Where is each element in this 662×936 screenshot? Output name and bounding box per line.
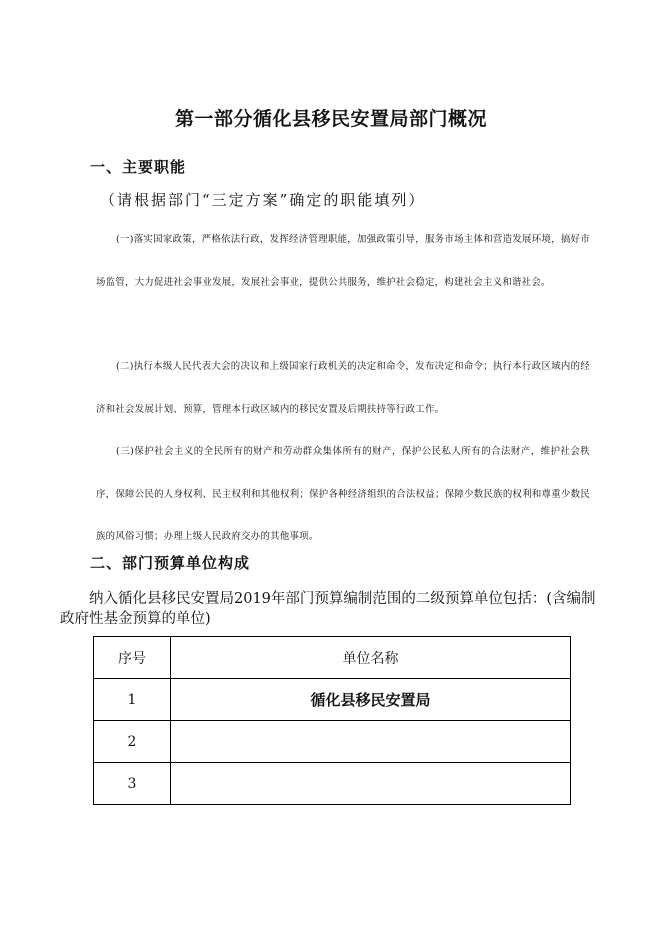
- unit-name: 循化县移民安置局: [171, 679, 571, 721]
- page-title: 第一部分循化县移民安置局部门概况: [174, 108, 487, 130]
- unit-name: [171, 721, 571, 763]
- function-paragraph-2: (二)执行本级人民代表大会的决议和上级国家行政机关的决定和命令，发布决定和命令；执行本行政区域内的经济和社会发展计划、预算，管理本行政区域内的移民安置及后期扶持等行政工作。: [96, 361, 590, 415]
- table-row: [94, 679, 571, 721]
- section-heading-budget-units: 二、部门预算单位构成: [90, 554, 251, 572]
- function-paragraph-1: (一)落实国家政策，严格依法行政，发挥经济管理职能，加强政策引导，服务市场主体和营造发展环境，搞好市场监管，大力促进社会事业发展，发展社会事业，提供公共服务，维护社会稳定，构建社会主义和谐社会。: [96, 234, 590, 288]
- function-paragraph-3: (三)保护社会主义的全民所有的财产和劳动群众集体所有的财产，保护公民私人所有的合法财产，维护社会秩序，保障公民的人身权利、民主权利和其他权利；保护各种经济组织的合法权益；保障少数民族的权利和尊重少数民族的风俗习惯；办理上级人民政府交办的其他事项。: [96, 446, 590, 542]
- header-serial-number: 序号: [94, 637, 171, 679]
- table-header-row: [94, 637, 571, 679]
- unit-name: [171, 763, 571, 805]
- header-unit-name: 单位名称: [171, 637, 571, 679]
- row-number: 1: [94, 679, 171, 721]
- row-number: 2: [94, 721, 171, 763]
- table-row: [94, 721, 571, 763]
- instruction-note: （请根据部门“三定方案”确定的职能填列）: [100, 191, 426, 209]
- table-row: [94, 763, 571, 805]
- section-heading-main-functions: 一、主要职能: [90, 158, 187, 176]
- row-number: 3: [94, 763, 171, 805]
- budget-units-table: [93, 636, 571, 805]
- budget-units-intro: 纳入循化县移民安置局2019年部门预算编制范围的二级预算单位包括：(含编制政府性基金预算的单位): [60, 591, 596, 627]
